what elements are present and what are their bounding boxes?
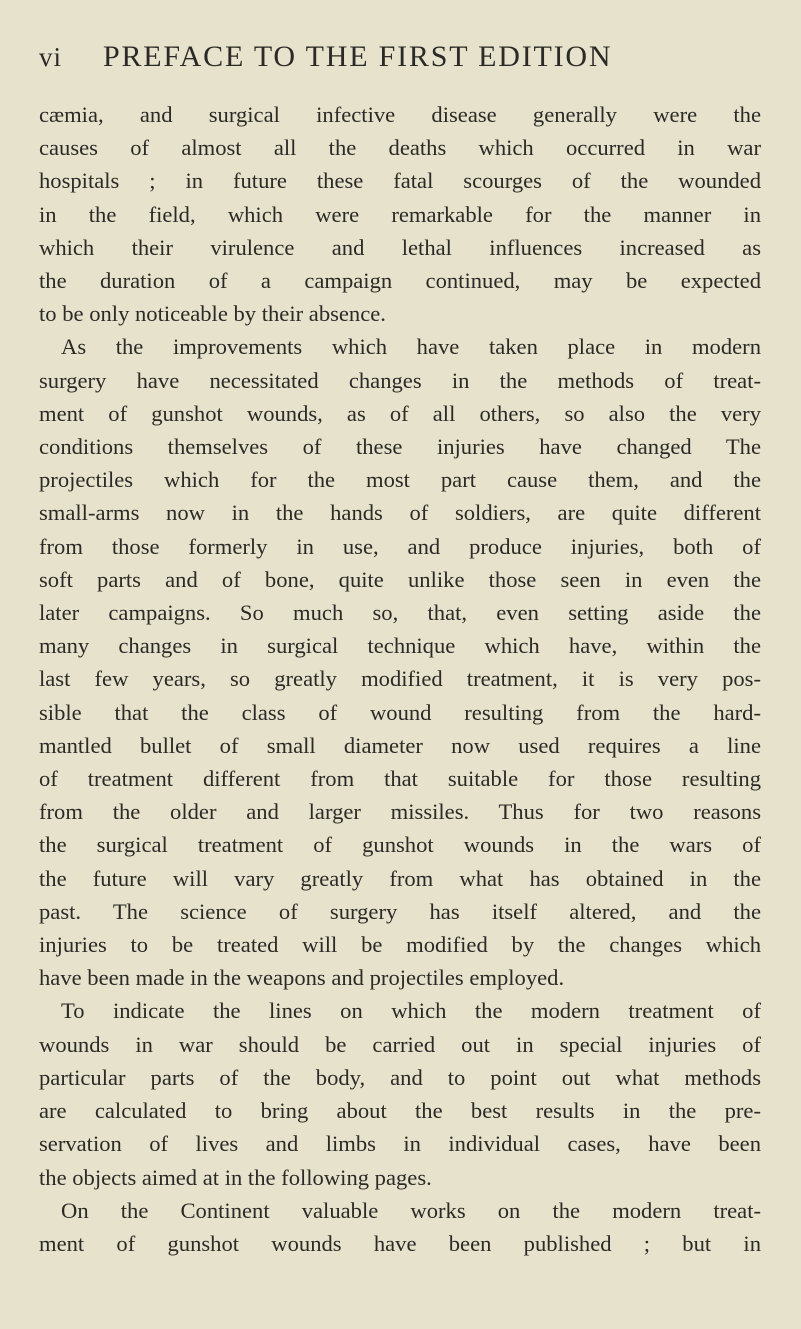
text-line: conditions themselves of these injuries have changed The <box>39 434 761 460</box>
running-head <box>39 32 761 78</box>
text-line: ment of gunshot wounds have been published ; but in <box>39 1230 761 1256</box>
text-line: many changes in surgical technique which have, within the <box>39 633 761 659</box>
text-line: soft parts and of bone, quite unlike those seen in even the <box>39 566 761 592</box>
body-text <box>39 98 761 1260</box>
text-line: causes of almost all the deaths which occurred in war <box>39 135 761 161</box>
text-line: particular parts of the body, and to point out what methods <box>39 1064 761 1090</box>
text-line: wounds in war should be carried out in special injuries of <box>39 1031 761 1057</box>
text-line: later campaigns. So much so, that, even setting aside the <box>39 600 761 626</box>
text-line: cæmia, and surgical infective disease generally were the <box>39 102 761 127</box>
text-line: servation of lives and limbs in individual cases, have been <box>39 1131 761 1157</box>
text-line: As the improvements which have taken place in modern <box>61 334 761 360</box>
text-line: the duration of a campaign continued, may be expected <box>39 268 761 294</box>
text-line: the objects aimed at in the following pages. <box>39 1164 432 1190</box>
text-line: in the field, which were remarkable for the manner in <box>39 201 761 227</box>
text-line: which their virulence and lethal influences increased as <box>39 234 761 260</box>
text-line: to be only noticeable by their absence. <box>39 301 386 327</box>
text-line: surgery have necessitated changes in the methods of treat- <box>39 367 761 393</box>
text-line: of treatment different from that suitable for those resulting <box>39 766 761 792</box>
text-line: past. The science of surgery has itself altered, and the <box>39 898 761 924</box>
text-line: injuries to be treated will be modified by the changes which <box>39 932 761 958</box>
text-line: projectiles which for the most part cause them, and the <box>39 467 761 493</box>
text-line: the future will vary greatly from what has obtained in the <box>39 865 761 891</box>
text-line: small-arms now in the hands of soldiers, are quite different <box>39 500 761 526</box>
text-line: have been made in the weapons and projectiles employed. <box>39 965 565 991</box>
text-line: mantled bullet of small diameter now used requires a line <box>39 732 761 758</box>
text-line: last few years, so greatly modified treatment, it is very pos- <box>39 666 761 692</box>
page-number: vi <box>39 42 63 72</box>
text-line: sible that the class of wound resulting from the hard- <box>39 699 761 725</box>
running-title: PREFACE TO THE FIRST EDITION <box>103 40 613 73</box>
text-line: from the older and larger missiles. Thus for two reasons <box>39 799 761 825</box>
text-line: ment of gunshot wounds, as of all others, so also the very <box>39 400 761 426</box>
text-line: On the Continent valuable works on the modern treat- <box>61 1197 761 1223</box>
text-line: To indicate the lines on which the modern treatment of <box>61 998 761 1024</box>
text-line: hospitals ; in future these fatal scourges of the wounded <box>39 168 761 194</box>
text-line: are calculated to bring about the best results in the pre- <box>39 1098 761 1124</box>
text-line: the surgical treatment of gunshot wounds in the wars of <box>39 832 761 858</box>
text-line: from those formerly in use, and produce injuries, both of <box>39 533 761 559</box>
